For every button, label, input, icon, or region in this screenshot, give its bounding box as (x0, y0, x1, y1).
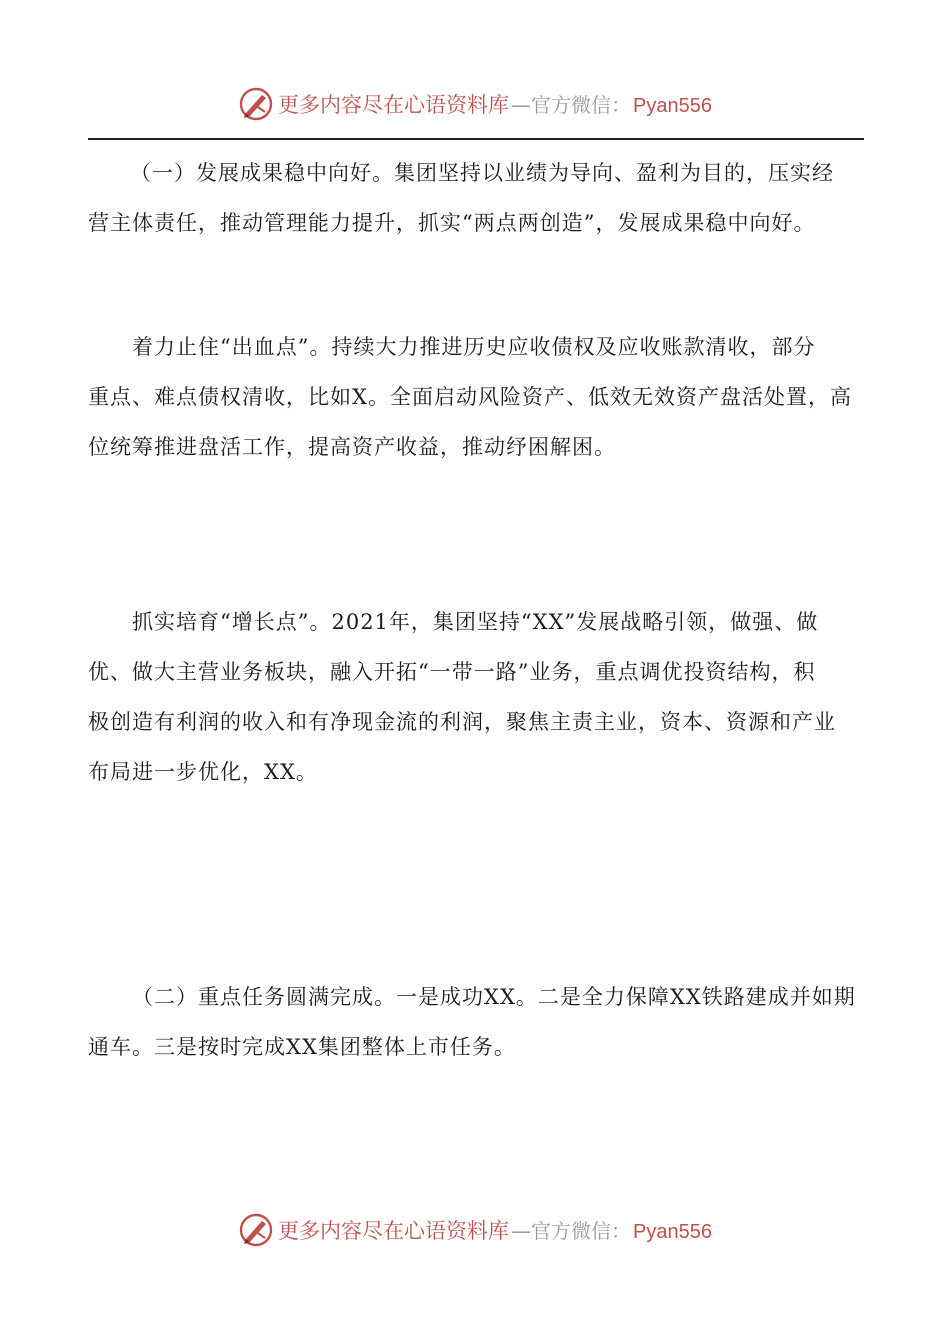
footer-promo-text: 更多内容尽在心语资料库 (278, 1219, 510, 1243)
footer-wechat-id: Pyan556 (633, 1221, 712, 1243)
paragraph-key-tasks (88, 972, 862, 1072)
text-line: 着力止住“出血点”。持续大力推进历史应收债权及应收账款清收，部分 (132, 335, 816, 359)
text-line: 营主体责任，推动管理能力提升，抓实“两点两创造”，发展成果稳中向好。 (88, 211, 816, 235)
footer-wechat-label: 官方微信： (531, 1219, 632, 1243)
text-line: 通车。三是按时完成XX集团整体上市任务。 (88, 1035, 516, 1059)
text-line: 优、做大主营业务板块，融入开拓“一带一路”业务，重点调优投资结构，积 (88, 660, 816, 684)
pen-logo-icon (238, 1212, 274, 1248)
footer-separator: — (511, 1219, 532, 1243)
text-line: 重点、难点债权清收，比如X。全面启动风险资产、低效无效资产盘活处置，高 (88, 385, 852, 409)
header-wechat-id: Pyan556 (633, 95, 712, 117)
pen-logo-icon (238, 86, 274, 122)
text-line: 极创造有利润的收入和有净现金流的利润，聚焦主责主业，资本、资源和产业 (88, 710, 836, 734)
header-divider (88, 138, 864, 140)
header-wechat-label: 官方微信： (531, 93, 632, 117)
header-promo-text: 更多内容尽在心语资料库 (278, 93, 510, 117)
text-line: 抓实培育“增长点”。2021年，集团坚持“XX”发展战略引领，做强、做 (132, 610, 819, 634)
text-line: 布局进一步优化，XX。 (88, 760, 318, 784)
header-separator: — (511, 93, 532, 117)
paragraph-growth-points (88, 597, 862, 797)
text-line: 位统筹推进盘活工作，提高资产收益，推动纾困解困。 (88, 435, 616, 459)
header-banner (0, 84, 950, 124)
footer-banner (0, 1210, 950, 1250)
document-body (88, 148, 862, 248)
paragraph-stop-loss (88, 322, 862, 472)
paragraph-development-results (88, 148, 862, 248)
text-line: （二）重点任务圆满完成。一是成功XX。二是全力保障XX铁路建成并如期 (132, 985, 856, 1009)
text-line: （一）发展成果稳中向好。集团坚持以业绩为导向、盈利为目的，压实经 (130, 161, 834, 185)
